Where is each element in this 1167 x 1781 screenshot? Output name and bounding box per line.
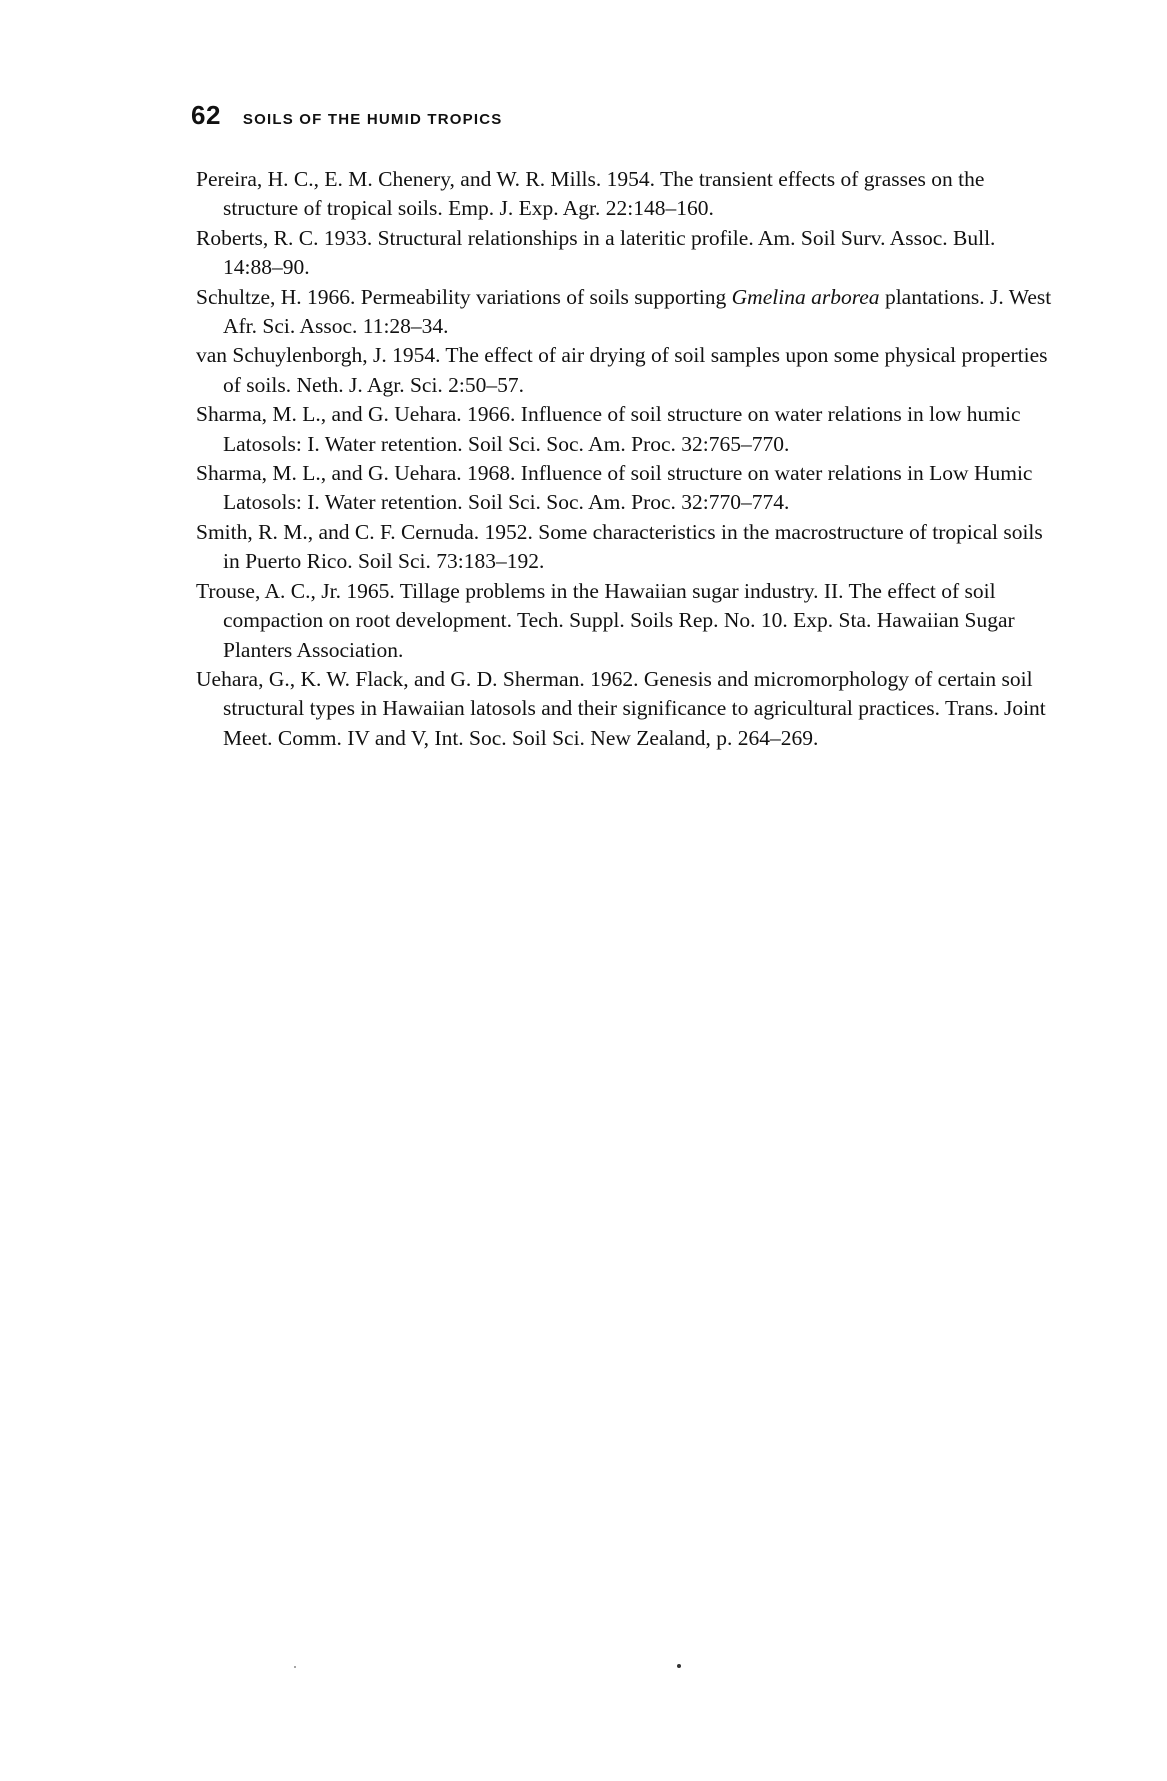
- running-title: SOILS OF THE HUMID TROPICS: [242, 111, 503, 128]
- reference-text: Schultze, H. 1966. Permeability variations of soils supporting: [196, 284, 732, 309]
- reference-entry: [196, 400, 1056, 459]
- reference-text: Trouse, A. C., Jr. 1965. Tillage problems in the Hawaiian sugar industry. II. The effect of soil compaction on root development. Tech. Suppl. Soils Rep. No. 10. Exp. Sta. Hawaiian Sugar Planters Association.: [196, 578, 1015, 662]
- page-number: 62: [191, 100, 221, 130]
- reference-entry: [196, 165, 1056, 224]
- reference-text: Pereira, H. C., E. M. Chenery, and W. R. Mills. 1954. The transient effects of grasses on the structure of tropical soils. Emp. J. Exp. Agr. 22:148–160.: [196, 167, 985, 221]
- reference-text: Roberts, R. C. 1933. Structural relationships in a lateritic profile. Am. Soil Surv. Assoc. Bull. 14:88–90.: [196, 225, 996, 280]
- reference-entry: [196, 459, 1056, 518]
- reference-text: van Schuylenborgh, J. 1954. The effect of air drying of soil samples upon some physical properties of soils. Neth. J. Agr. Sci. 2:50–57.: [196, 343, 1048, 397]
- print-speck: [677, 1664, 681, 1668]
- running-head: [191, 100, 502, 140]
- reference-text: Sharma, M. L., and G. Uehara. 1966. Influence of soil structure on water relations in low humic Latosols: I. Water retention. Soil Sci. Soc. Am. Proc. 32:765–770.: [196, 402, 1021, 456]
- reference-entry: [196, 283, 1056, 342]
- reference-italic-text: Gmelina arborea: [731, 284, 880, 309]
- reference-entry: [196, 577, 1056, 665]
- reference-entry: [196, 341, 1056, 400]
- reference-text: Smith, R. M., and C. F. Cernuda. 1952. Some characteristics in the macrostructure of tropical soils in Puerto Rico. Soil Sci. 73:183–192.: [196, 519, 1043, 574]
- reference-list: [196, 165, 1056, 753]
- reference-text: Sharma, M. L., and G. Uehara. 1968. Influence of soil structure on water relations in Low Humic Latosols: I. Water retention. Soil Sci. Soc. Am. Proc. 32:770–774.: [196, 461, 1033, 515]
- reference-text: Uehara, G., K. W. Flack, and G. D. Sherman. 1962. Genesis and micromorphology of certain soil structural types in Hawaiian latosols and their significance to agricultural practices. Trans. Joint Meet. Comm. IV and V, Int. Soc. Soil Sci. New Zealand, p. 264–269.: [196, 666, 1046, 750]
- reference-entry: [196, 665, 1056, 753]
- reference-entry: [196, 224, 1056, 283]
- reference-text-after: plantations. J. West Afr. Sci. Assoc. 11:28–34.: [223, 284, 1052, 339]
- reference-entry: [196, 518, 1056, 577]
- print-speck: [294, 1666, 296, 1668]
